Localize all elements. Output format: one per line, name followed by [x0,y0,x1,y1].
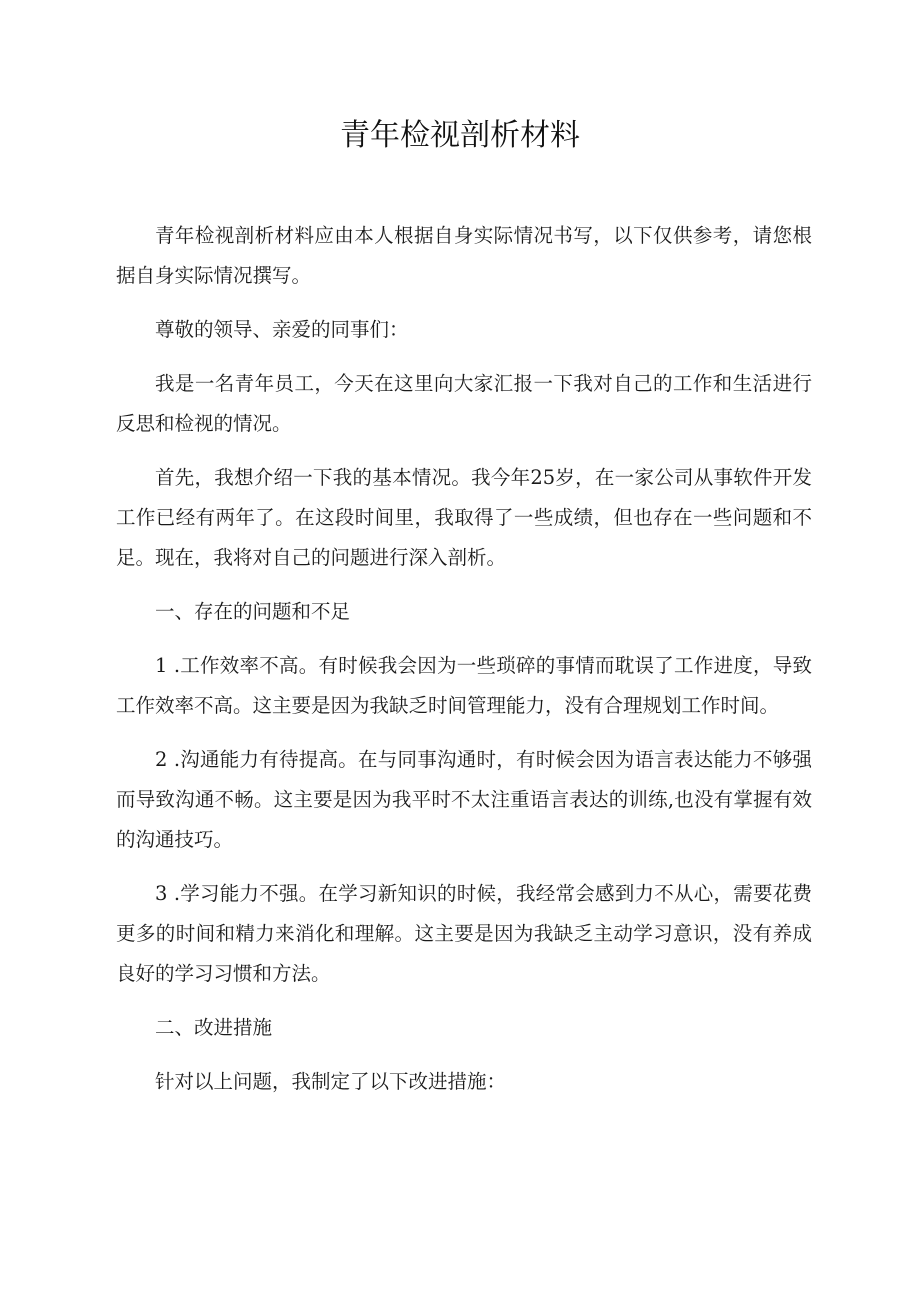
problem-item-3: 3 .学习能力不强。在学习新知识的时候，我经常会感到力不从心，需要花费更多的时间和精力来消化和理解。这主要是因为我缺乏主动学习意识，没有养成良好的学习习惯和方法。 [116,882,812,985]
document-title: 青年检视剖析材料 [340,118,580,153]
problem-item-1: 1 .工作效率不高。有时候我会因为一些琐碎的事情而耽误了工作进度，导致工作效率不高。这主要是因为我缺乏时间管理能力，没有合理规划工作时间。 [116,654,812,717]
document-body [116,216,812,1116]
intro-note-paragraph: 青年检视剖析材料应由本人根据自身实际情况书写，以下仅供参考，请您根据自身实际情况撰写。 [116,224,812,287]
salutation-paragraph: 尊敬的领导、亲爱的同事们： [155,318,409,341]
improvements-intro-paragraph: 针对以上问题，我制定了以下改进措施： [155,1070,507,1093]
section-heading-problems: 一、存在的问题和不足 [155,600,351,623]
background-paragraph: 首先，我想介绍一下我的基本情况。我今年25岁，在一家公司从事软件开发工作已经有两年了。在这段时间里，我取得了一些成绩，但也存在一些问题和不足。现在，我将对自己的问题进行深入剖析。 [116,466,812,569]
problem-item-2: 2 .沟通能力有待提高。在与同事沟通时，有时候会因为语言表达能力不够强而导致沟通不畅。这主要是因为我平时不太注重语言表达的训练,也没有掌握有效的沟通技巧。 [116,748,812,851]
opening-paragraph: 我是一名青年员工，今天在这里向大家汇报一下我对自己的工作和生活进行反思和检视的情况。 [116,372,812,435]
section-heading-improvements: 二、改进措施 [155,1016,273,1039]
